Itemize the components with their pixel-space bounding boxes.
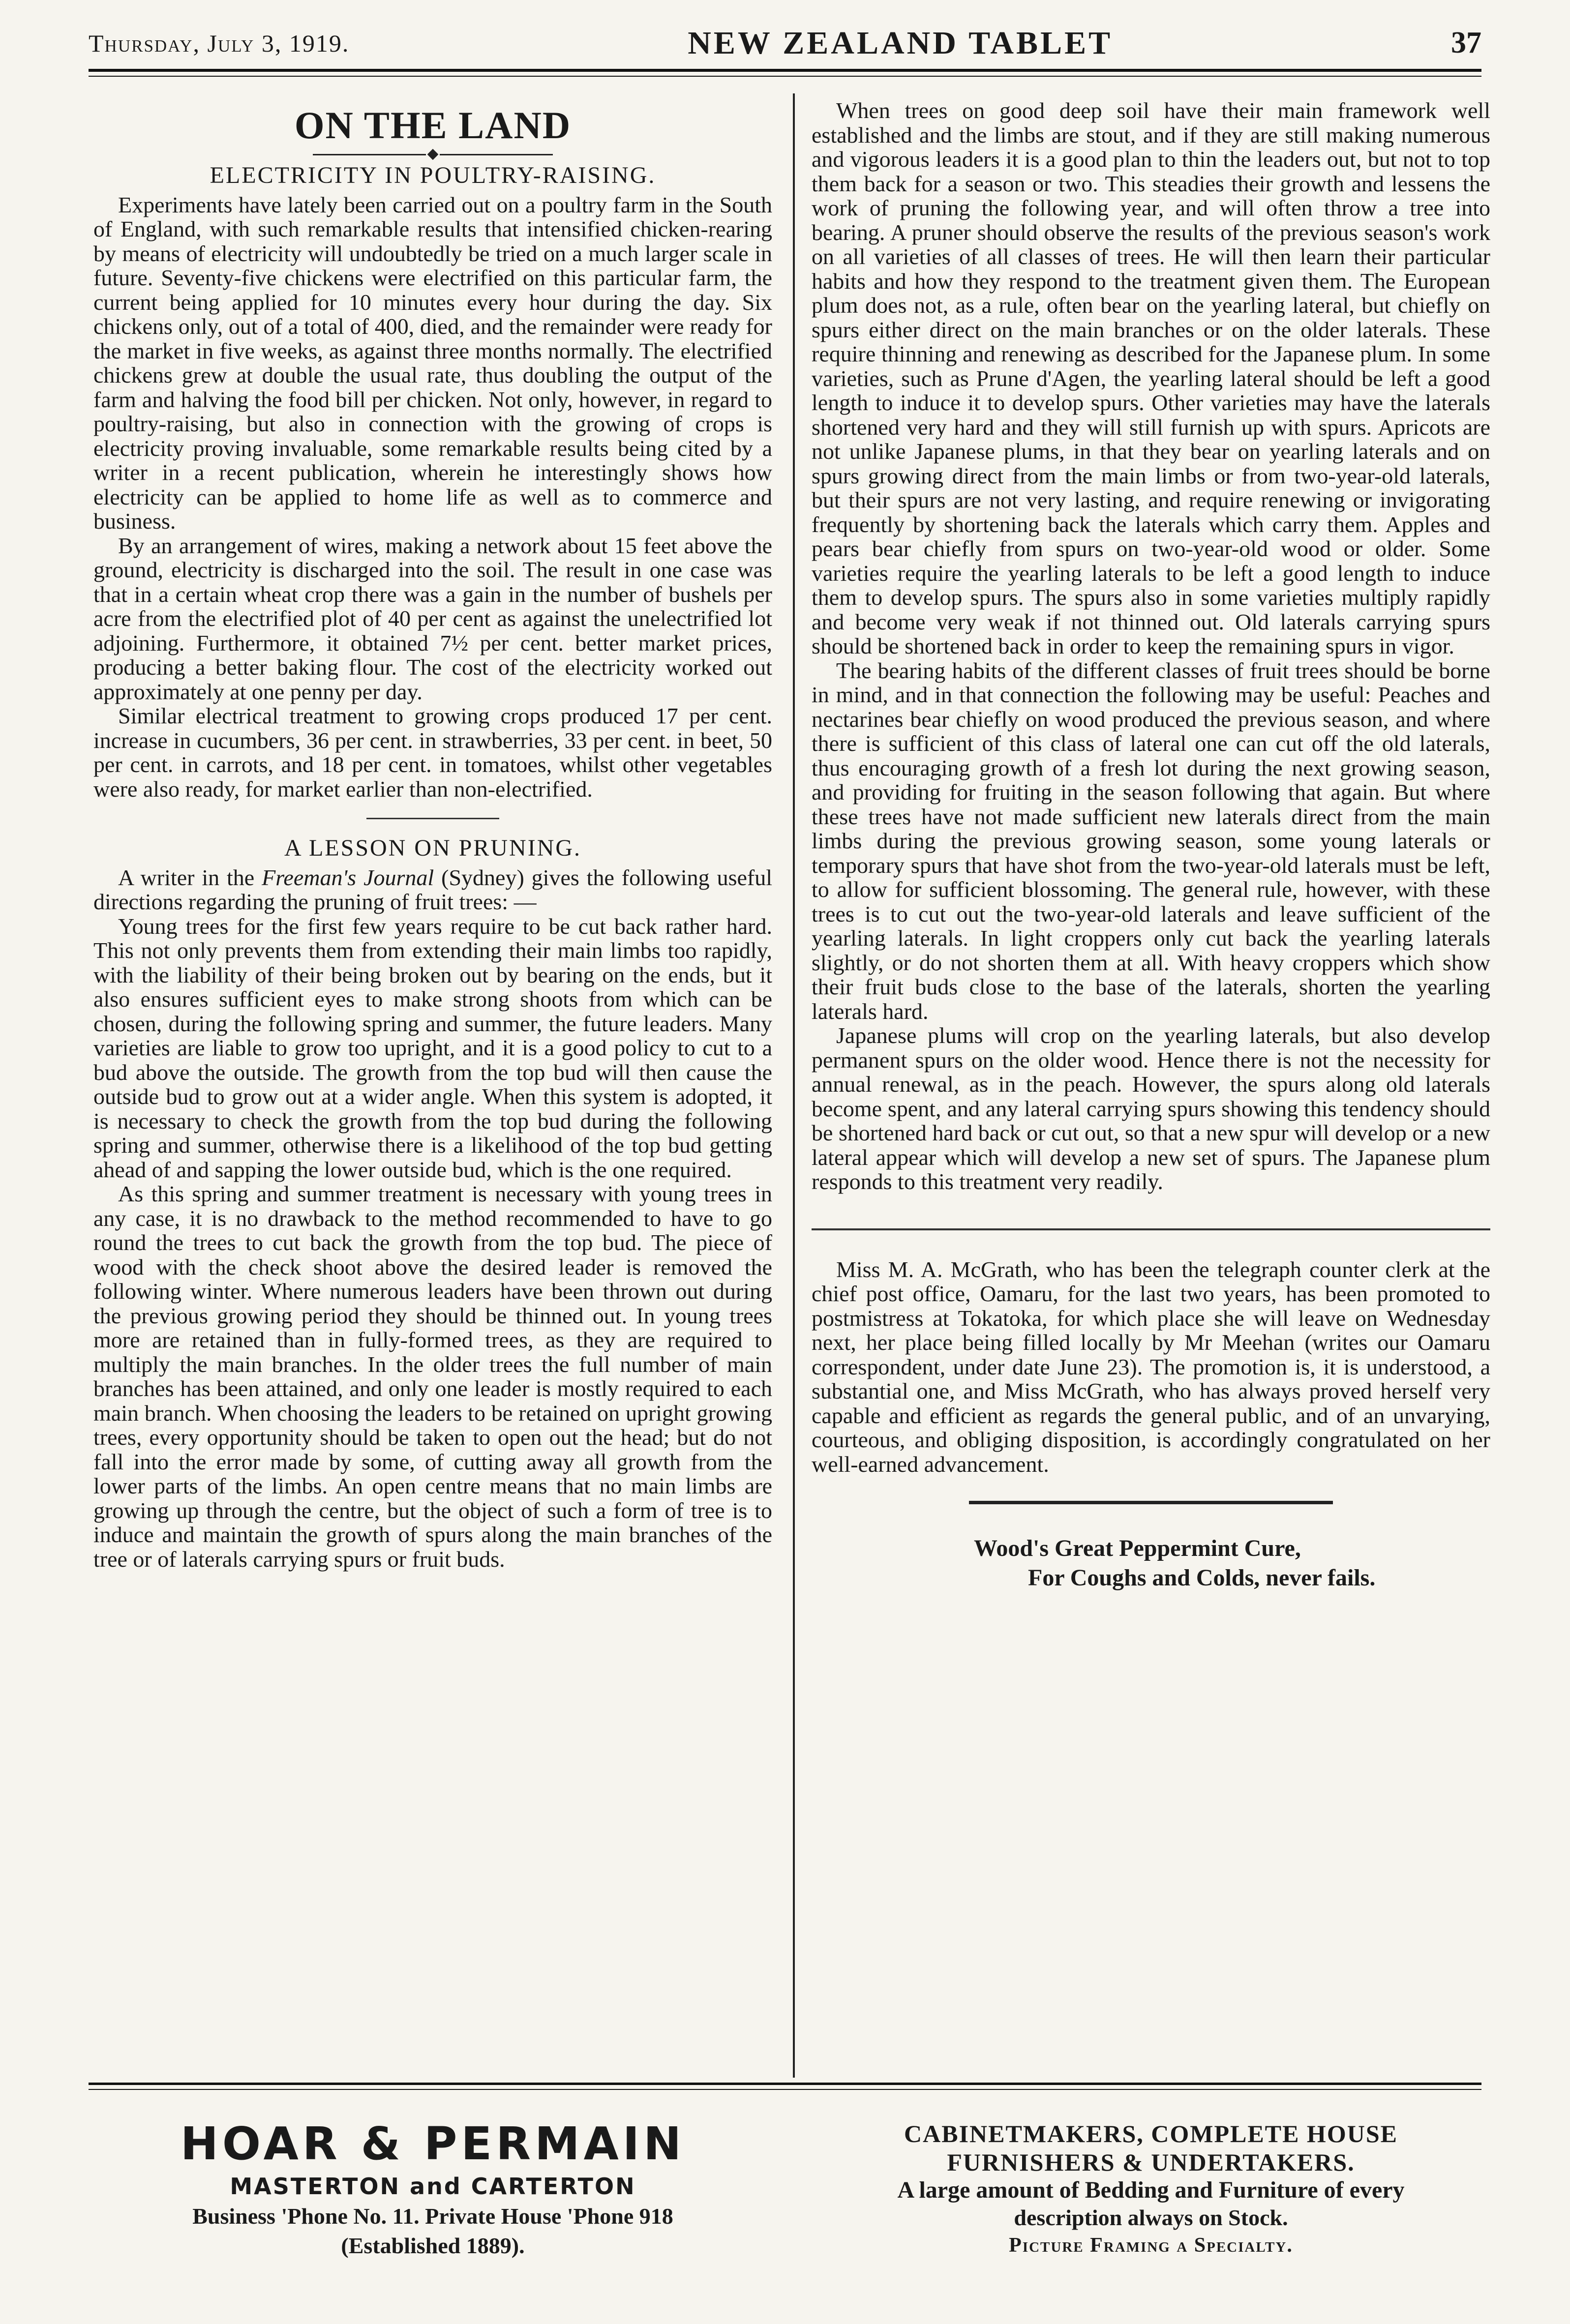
- article-paragraph: By an arrangement of wires, making a network about 15 feet above the ground, electricity is discharged into the soil. The result in one case was that in a certain wheat crop there was a gain in the number of bushels per acre from the electrified plot of 40 per cent as against the unelectrified lot adjoining. Furthermore, it obtained 7½ per cent. better market prices, producing a better baking flour. The cost of the electricity worked out approximately at one penny per day.: [93, 533, 772, 704]
- news-item: Miss M. A. McGrath, who has been the telegraph counter clerk at the chief post office, Oamaru, for the last two years, has been promoted to postmistress at Tokatoka, for which place she will leave on Wednesday next, her place being filled locally by Mr Meehan (writes our Oamaru correspondent, under date June 23). The promotion is, it is understood, a substantial one, and Miss McGrath, who has always proved herself very capable and efficient as regards the general public, and of an unvarying, courteous, and obliging disposition, is accordingly congratulated on her well-earned advancement.: [812, 1256, 1490, 1477]
- advert-line: Picture Framing a Specialty.: [1009, 2234, 1293, 2257]
- column-divider: [793, 93, 795, 2078]
- advertiser-established: (Established 1889).: [341, 2233, 525, 2258]
- article-paragraph: Similar electrical treatment to growing crops produced 17 per cent. increase in cucumbers, 36 per cent. in strawberries, 33 per cent. in beet, 50 per cent. in carrots, and 18 per cent. in tomatoes, whilst other vegetables were also ready, for market earlier than non-electrified.: [93, 703, 772, 802]
- header-rule-thick: [89, 69, 1481, 72]
- issue-date: Thursday, July 3, 1919.: [89, 29, 350, 57]
- title-ornament: [93, 150, 772, 158]
- advert-cabinetmakers: [812, 2119, 1490, 2259]
- article-divider: [812, 1228, 1490, 1230]
- advert-line: FURNISHERS & UNDERTAKERS.: [947, 2148, 1355, 2176]
- source-publication: Freeman's Journal: [262, 864, 434, 890]
- footer-rule-thin: [89, 2089, 1481, 2090]
- left-column: [93, 98, 772, 2065]
- notice-line: For Coughs and Colds, never fails.: [1028, 1565, 1376, 1591]
- article-paragraph: Japanese plums will crop on the yearling laterals, but also develop permanent spurs on the older wood. Hence there is not the necessity for annual renewal, as in the peach. However, the spurs along old laterals become spent, and any lateral carrying spurs showing this tendency should be shortened hard back or cut out, so that a new spur will develop or a new lateral appear which will develop a new set of spurs. The Japanese plum responds to this treatment very readily.: [812, 1023, 1490, 1194]
- article-title-pruning: A LESSON ON PRUNING.: [284, 835, 582, 861]
- masthead-title: NEW ZEALAND TABLET: [688, 25, 1113, 61]
- advertiser-name: HOAR & PERMAIN: [180, 2117, 686, 2170]
- article-paragraph: When trees on good deep soil have their main framework well established and the limbs are stout, and if they are still making numerous and vigorous leaders it is a good plan to thin the leaders out, but not to top them back for a season or two. This steadies their growth and lessens the work of pruning the following year, and will often throw a tree into bearing. A pruner should observe the results of the previous season's work on all varieties of all classes of trees. He will then learn their particular habits and how they respond to the treatment given them. The European plum does not, as a rule, often bear on the yearling lateral, but chiefly on spurs either direct on the main branches or on the older laterals. These require thinning and renewing as described for the Japanese plum. In some varieties, such as Prune d'Agen, the yearling lateral should be left a good length to induce it to develop spurs. Other varieties may have the laterals shortened very hard and they will still furnish up with spurs. Apricots are not unlike Japanese plums, in that they bear on yearling laterals and on spurs growing direct from the main limbs or from two-year-old laterals, but their spurs are not very lasting, and require renewing or invigorating frequently by shortening back the laterals which carry them. Apples and pears bear chiefly from spurs on two-year-old wood or older. Some varieties require the yearling laterals to be left a good length to induce them to develop spurs. The spurs also in some varieties multiply rapidly and become very weak if not thinned out. Old laterals carrying spurs should be shortened back in order to keep the remaining spurs in vigor.: [812, 98, 1490, 658]
- page-number: 37: [1450, 26, 1481, 60]
- page-header: [89, 20, 1481, 66]
- advert-hoar-permain: [93, 2117, 772, 2261]
- diamond-ornament-icon: [427, 149, 439, 160]
- article-paragraph: Young trees for the first few years require to be cut back rather hard. This not only prevents them from extending their main limbs too rapidly, with the liability of their being broken out by bearing on the ends, but it also ensures sufficient eyes to make strong shoots from which can be chosen, during the following spring and summer, the future leaders. Many varieties are liable to grow too upright, and it is a good policy to cut to a bud above the outside. The growth from the top bud will then cause the outside bud to grow out at a wider angle. When this system is adopted, it is necessary to check the growth from the top bud during the following spring and summer, otherwise there is a likelihood of the top bud getting ahead of and sapping the lower outside bud, which is the one required.: [93, 913, 772, 1182]
- advert-line: CABINETMAKERS, COMPLETE HOUSE: [904, 2120, 1398, 2147]
- advertiser-phones: Business 'Phone No. 11. Private House 'Phone 918: [192, 2204, 673, 2229]
- article-title-electricity: ELECTRICITY IN POULTRY-RAISING.: [210, 162, 656, 188]
- article-paragraph: As this spring and summer treatment is necessary with young trees in any case, it is no drawback to the method recommended to have to go round the trees to cut back the growth from the top bud. The piece of wood with the check shoot above the desired leader is removed the following winter. Where numerous leaders have been thrown out during the previous growing period they should be thinned out. In young trees more are retained than in fully-formed trees, as they are required to multiply the main branches. In the older trees the full number of main branches has been attained, and only one leader is mostly required to each main branch. When choosing the leaders to be retained on upright growing trees, every opportunity should be taken to open out the head; but do not fall into the error made by some, of cutting away all growth from the lower parts of the limbs. An open centre means that no main limbs are growing up through the centre, but the object of such a form of tree is to induce and maintain the growth of spurs along the main branches of the tree or of laterals carrying spurs or fruit buds.: [93, 1181, 772, 1572]
- header-rule-thin: [89, 76, 1481, 77]
- article-paragraph: The bearing habits of the different classes of fruit trees should be borne in mind, and in that connection the following may be useful: Peaches and nectarines bear chiefly on wood produced the previous season, and where there is sufficient of this class of lateral one can cut off the old laterals, thus encouraging growth of a fresh lot during the next growing season, and providing for fruiting in the season following that again. But where these trees have not made sufficient new laterals direct from the main limbs during the previous growing season, some young laterals or temporary spurs that have shot from the two-year-old laterals must be left, to allow for sufficient blossoming. The general rule, however, with these trees is to cut out the two-year-old laterals and leave sufficient of the yearling laterals. In light croppers only cut back the yearling laterals slightly, or do not shorten them at all. With heavy croppers which show their fruit buds close to the base of the laterals, shorten the yearling laterals hard.: [812, 657, 1490, 1024]
- footer-rule-thick: [89, 2083, 1481, 2085]
- advert-line: A large amount of Bedding and Furniture of every: [897, 2177, 1405, 2203]
- advertiser-locations: MASTERTON and CARTERTON: [230, 2173, 636, 2200]
- right-column: [812, 98, 1490, 2065]
- end-rule: [969, 1501, 1333, 1504]
- article-intro: A writer in the Freeman's Journal (Sydney) gives the following useful directions regarding the pruning of fruit trees: —: [93, 864, 772, 914]
- notice-line: Wood's Great Peppermint Cure,: [974, 1535, 1301, 1561]
- section-title: ON THE LAND: [294, 104, 572, 147]
- advert-line: description always on Stock.: [1014, 2205, 1288, 2230]
- peppermint-cure-notice: [974, 1534, 1490, 1593]
- article-paragraph: Experiments have lately been carried out on a poultry farm in the South of England, with such remarkable results that intensified chicken-rearing by means of electricity will undoubtedly be tried on a much larger scale in future. Seventy-five chickens were electrified on this particular farm, the current being applied for 10 minutes every hour during the day. Six chickens only, out of a total of 400, died, and the remainder were ready for the market in five weeks, as against three months normally. The electrified chickens grew at double the usual rate, thus doubling the output of the farm and halving the food bill per chicken. Not only, however, in regard to poultry-raising, but also in connection with the growing of crops is electricity proving invaluable, some remarkable results being cited by a writer in a recent publication, wherein he interestingly shows how electricity can be applied to home life as well as to commerce and business.: [93, 192, 772, 534]
- section-divider: [366, 818, 499, 819]
